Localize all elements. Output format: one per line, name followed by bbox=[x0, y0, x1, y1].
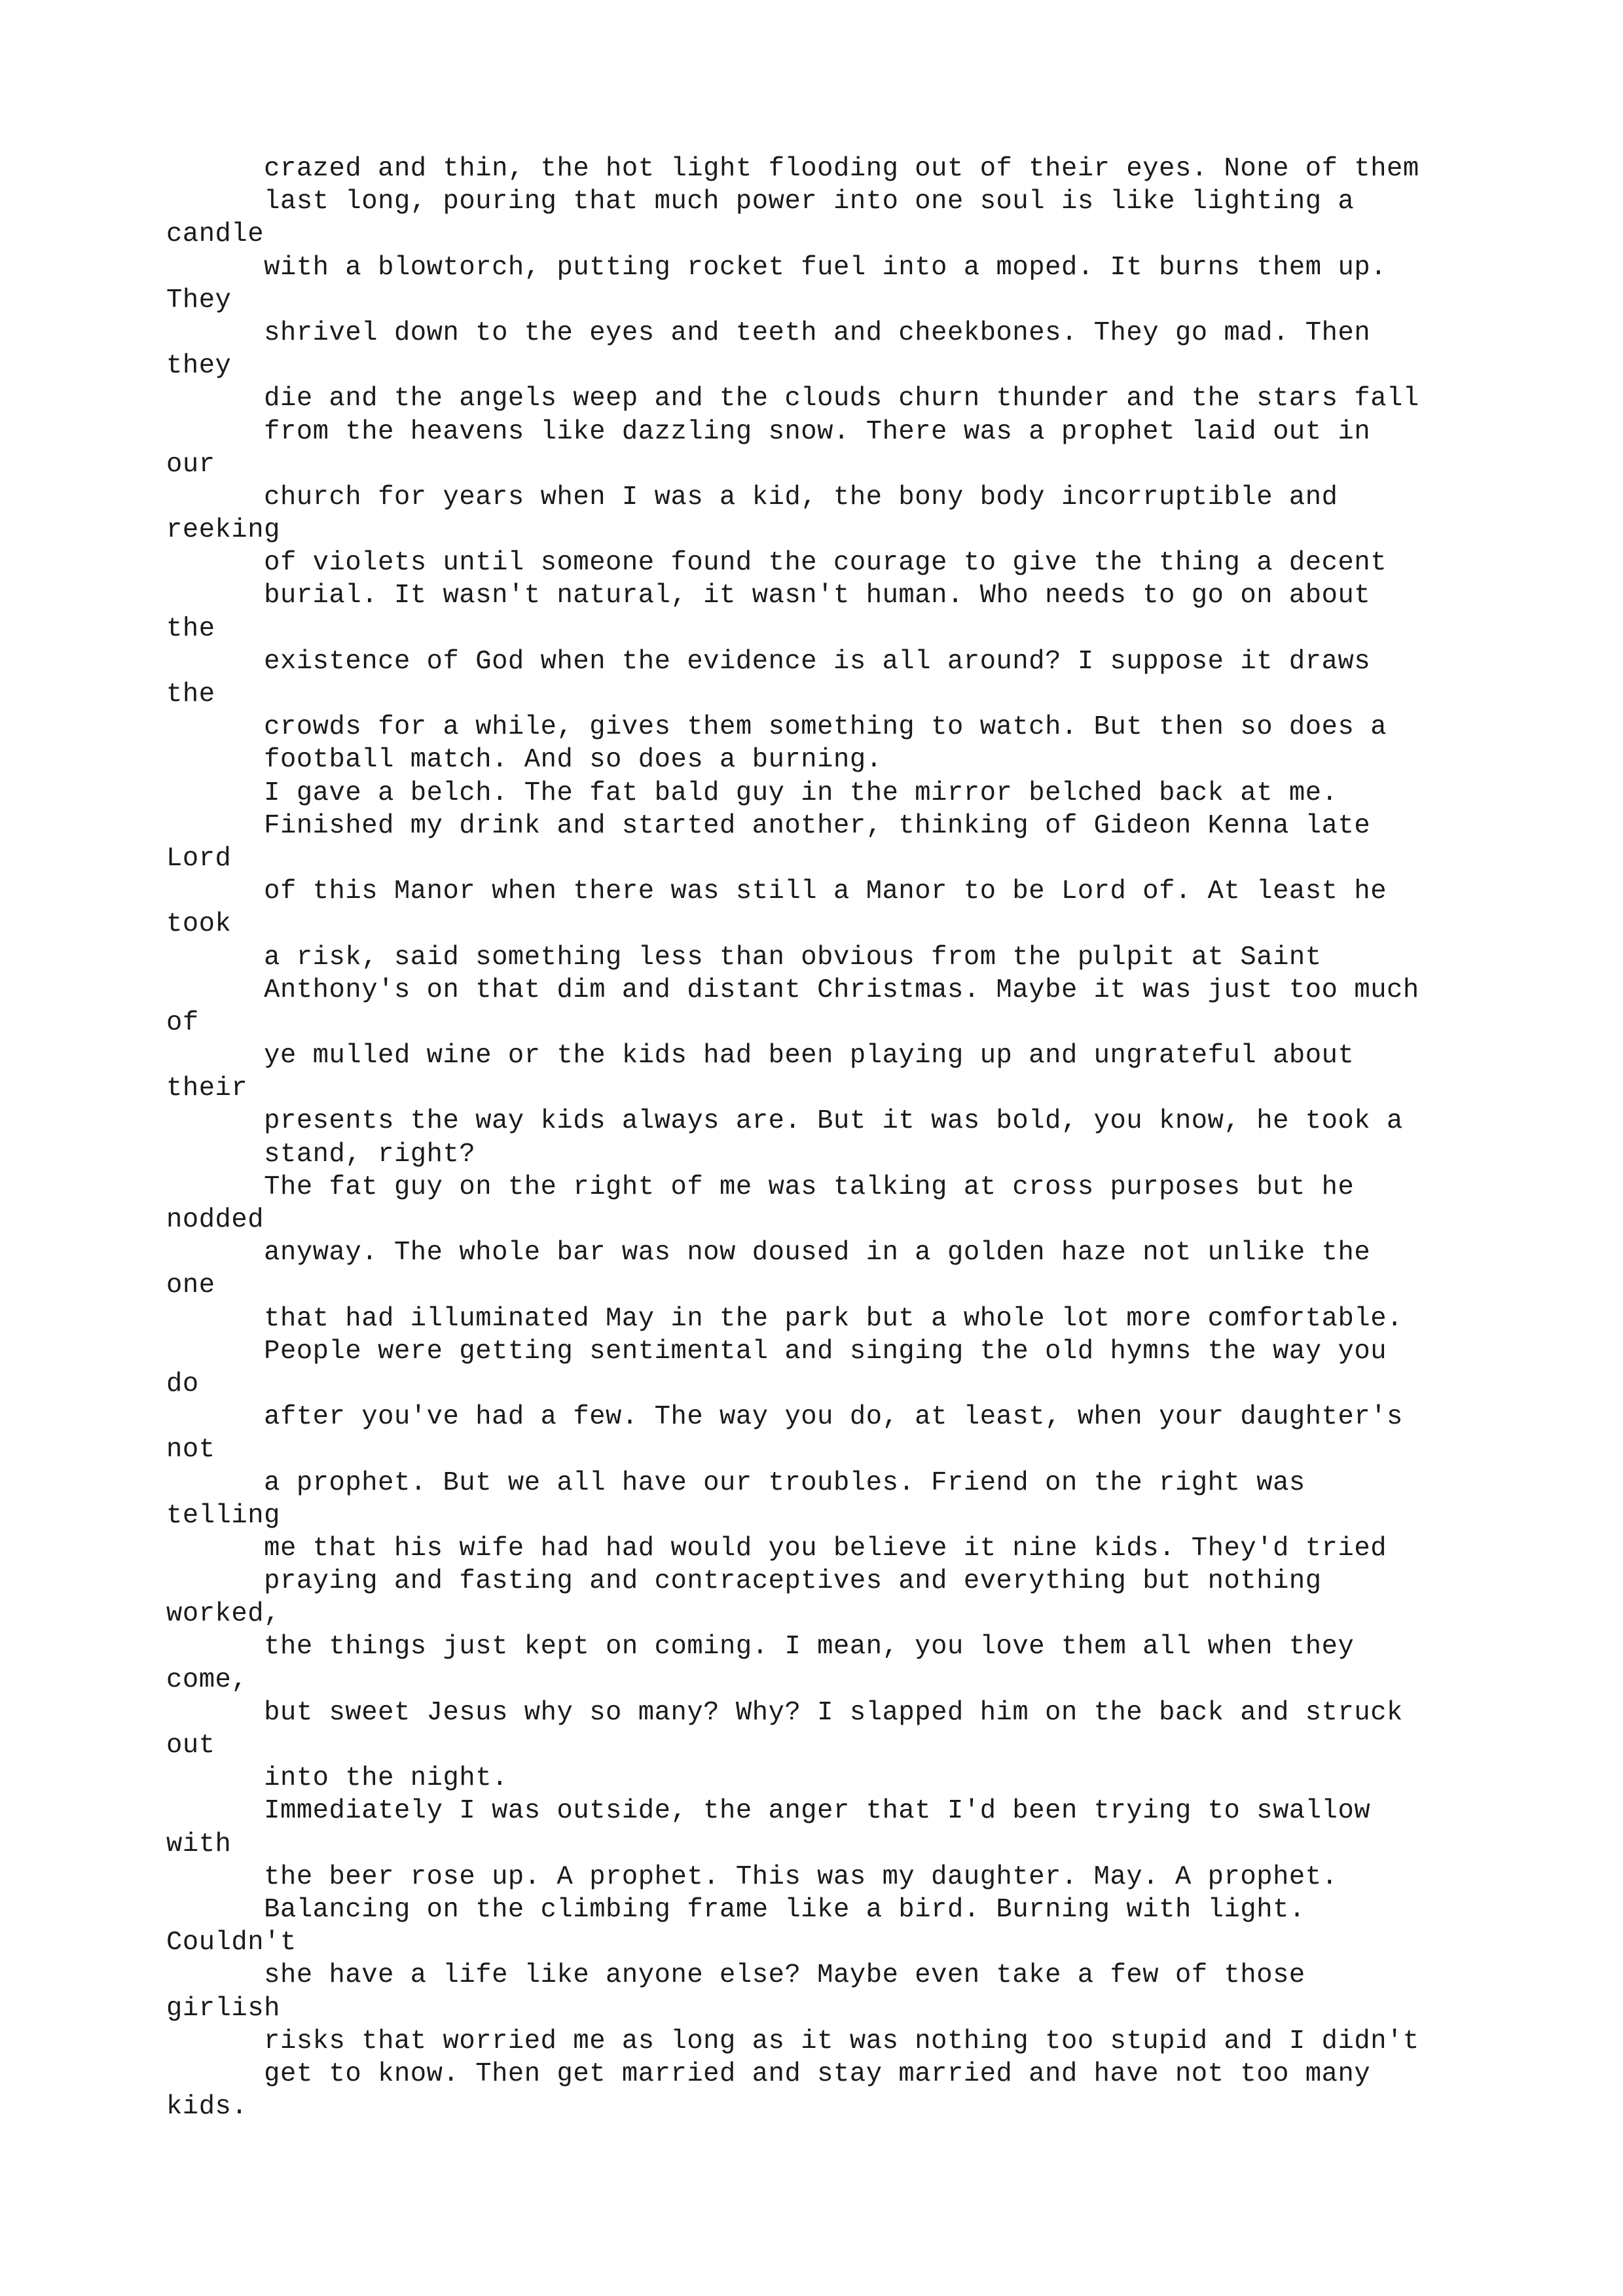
text-line: come, bbox=[166, 1664, 248, 1695]
text-line: football match. And so does a burning. bbox=[166, 745, 883, 776]
text-line: that had illuminated May in the park but a whole lot more comfortable. bbox=[166, 1303, 1403, 1334]
text-line: a prophet. But we all have our troubles. Friend on the right was bbox=[166, 1467, 1305, 1498]
text-line: existence of God when the evidence is all around? I suppose it draws bbox=[166, 646, 1371, 677]
text-line: Lord bbox=[166, 843, 232, 874]
body-text bbox=[166, 152, 1419, 2123]
text-line: worked, bbox=[166, 1599, 280, 1630]
text-line: nodded bbox=[166, 1205, 264, 1235]
text-line: get to know. Then get married and stay married and have not too many bbox=[166, 2058, 1371, 2089]
text-line: crazed and thin, the hot light flooding out of their eyes. None of them bbox=[166, 154, 1419, 184]
text-line: after you've had a few. The way you do, at least, when your daughter's bbox=[166, 1402, 1403, 1433]
text-line: shrivel down to the eyes and teeth and cheekbones. They go mad. Then bbox=[166, 317, 1371, 348]
text-line: me that his wife had had would you believe it nine kids. They'd tried bbox=[166, 1533, 1387, 1564]
text-line: do bbox=[166, 1369, 199, 1399]
text-line: our bbox=[166, 449, 215, 480]
text-line: of this Manor when there was still a Manor to be Lord of. At least he bbox=[166, 876, 1387, 907]
text-line: stand, right? bbox=[166, 1139, 476, 1170]
text-line: of violets until someone found the courage to give the thing a decent bbox=[166, 548, 1387, 579]
text-line: Anthony's on that dim and distant Christmas. Maybe it was just too much bbox=[166, 975, 1419, 1005]
text-line: took bbox=[166, 909, 232, 940]
text-line: but sweet Jesus why so many? Why? I slapped him on the back and struck bbox=[166, 1697, 1403, 1728]
text-line: last long, pouring that much power into one soul is like lighting a bbox=[166, 187, 1355, 217]
text-line: church for years when I was a kid, the bony body incorruptible and bbox=[166, 482, 1338, 512]
text-line: one bbox=[166, 1270, 215, 1301]
text-line: ye mulled wine or the kids had been playing up and ungrateful about bbox=[166, 1041, 1355, 1071]
text-line: Finished my drink and started another, thinking of Gideon Kenna late bbox=[166, 810, 1371, 841]
text-line: with bbox=[166, 1829, 232, 1859]
text-line: Couldn't bbox=[166, 1928, 297, 1958]
text-line: a risk, said something less than obvious from the pulpit at Saint bbox=[166, 942, 1322, 973]
text-line: They bbox=[166, 285, 232, 315]
text-line: The fat guy on the right of me was talking at cross purposes but he bbox=[166, 1172, 1355, 1202]
text-line: anyway. The whole bar was now doused in a golden haze not unlike the bbox=[166, 1238, 1371, 1268]
text-line: burial. It wasn't natural, it wasn't human. Who needs to go on about bbox=[166, 581, 1371, 611]
text-line: girlish bbox=[166, 1993, 280, 2024]
text-line: Balancing on the climbing frame like a bird. Burning with light. bbox=[166, 1894, 1305, 1925]
text-line: the things just kept on coming. I mean, you love them all when they bbox=[166, 1632, 1355, 1662]
text-line: Immediately I was outside, the anger that I'd been trying to swallow bbox=[166, 1796, 1371, 1827]
text-line: reeking bbox=[166, 515, 280, 546]
text-line: I gave a belch. The fat bald guy in the mirror belched back at me. bbox=[166, 778, 1338, 808]
text-line: People were getting sentimental and singing the old hymns the way you bbox=[166, 1336, 1387, 1367]
text-line: risks that worried me as long as it was nothing too stupid and I didn't bbox=[166, 2026, 1419, 2056]
text-line: telling bbox=[166, 1500, 280, 1531]
text-line: their bbox=[166, 1073, 248, 1104]
text-line: into the night. bbox=[166, 1763, 508, 1794]
text-line: candle bbox=[166, 219, 264, 250]
text-line: the beer rose up. A prophet. This was my daughter. May. A prophet. bbox=[166, 1861, 1338, 1892]
text-line: kids. bbox=[166, 2092, 248, 2123]
text-line: out bbox=[166, 1731, 215, 1761]
text-line: the bbox=[166, 679, 215, 709]
text-line: praying and fasting and contraceptives and everything but nothing bbox=[166, 1566, 1322, 1597]
text-line: die and the angels weep and the clouds churn thunder and the stars fall bbox=[166, 384, 1419, 414]
text-line: presents the way kids always are. But it was bold, you know, he took a bbox=[166, 1106, 1403, 1137]
text-line: she have a life like anyone else? Maybe even take a few of those bbox=[166, 1960, 1305, 1991]
text-line: from the heavens like dazzling snow. There was a prophet laid out in bbox=[166, 416, 1371, 447]
text-line: they bbox=[166, 351, 232, 382]
text-line: with a blowtorch, putting rocket fuel into a moped. It burns them up. bbox=[166, 252, 1387, 283]
text-line: the bbox=[166, 613, 215, 644]
text-line: crowds for a while, gives them something to watch. But then so does a bbox=[166, 712, 1387, 743]
text-line: of bbox=[166, 1007, 199, 1038]
text-line: not bbox=[166, 1435, 215, 1465]
